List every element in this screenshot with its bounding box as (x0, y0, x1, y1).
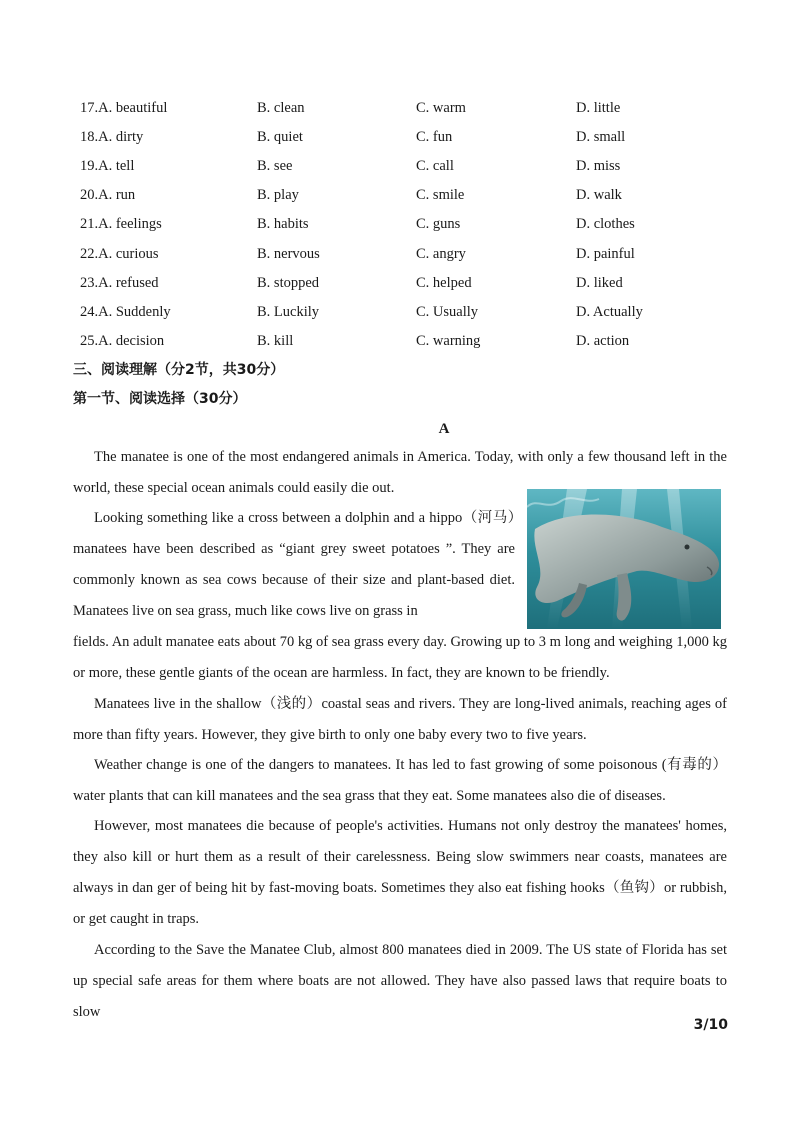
option-d: D. painful (576, 245, 635, 262)
section-title: 三、阅读理解（分2节，共30分） (73, 362, 285, 378)
option-c: C. angry (416, 245, 466, 262)
option-b: B. nervous (257, 245, 320, 262)
option-a: 21.A. feelings (80, 216, 162, 233)
page-number: 3/10 (693, 1017, 728, 1033)
option-c: C. Usually (416, 303, 479, 320)
paragraph-5: However, most manatees die because of people's activities. Humans not only destroy the manatees' homes, they also kill or hurt them as a result of their carelessness. Being slow swimmers near coasts, manatees are always in dan ger of being hit by fast-moving boats. Sometimes they also eat fishing hooks（鱼钩）or rubbish, or get caught in traps. (73, 818, 727, 927)
option-d: D. small (576, 129, 626, 146)
paragraph-2b: fields. An adult manatee eats about 70 kg of sea grass every day. Growing up to 3 m long and weighing 1,000 kg or more, these gentle giants of the ocean are harmless. In fact, they are known to be friendly. (73, 634, 727, 681)
paragraph-2a: Looking something like a cross between a dolphin and a hippo（河马）manatees have been described as “giant grey sweet potatoes ”. They are commonly known as sea cows because of their size and plant-based diet. Manatees live on sea grass, much like cows live on grass in (73, 510, 515, 619)
paragraph-1: The manatee is one of the most endangered animals in America. Today, with only a few thousand left in the world, these special ocean animals could easily die out. (73, 449, 727, 496)
option-a: 17.A. beautiful (80, 100, 168, 116)
option-a: 22.A. curious (80, 245, 159, 262)
option-b: B. clean (257, 100, 305, 116)
option-b: B. see (257, 158, 293, 175)
option-c: C. helped (416, 274, 472, 291)
paragraph-4: Weather change is one of the dangers to manatees. It has led to fast growing of some poisonous (有毒的）water plants that can kill manatees and the sea grass that they eat. Some manatees also die of diseases. (73, 757, 727, 804)
subsection-title: 第一节、阅读选择（30分） (73, 391, 247, 407)
passage-title: A (438, 421, 450, 437)
option-b: B. Luckily (257, 303, 320, 320)
option-c: C. fun (416, 129, 453, 146)
option-b: B. play (257, 187, 299, 204)
option-a: 25.A. decision (80, 332, 165, 349)
option-d: D. clothes (576, 216, 635, 233)
option-b: B. habits (257, 216, 309, 233)
option-d: D. walk (576, 187, 622, 204)
option-c: C. warning (416, 332, 481, 349)
option-d: D. Actually (576, 303, 643, 320)
option-a: 18.A. dirty (80, 129, 144, 146)
option-a: 20.A. run (80, 187, 136, 204)
option-b: B. quiet (257, 129, 303, 146)
option-b: B. stopped (257, 274, 320, 291)
option-b: B. kill (257, 332, 294, 349)
option-c: C. smile (416, 187, 465, 204)
option-c: C. warm (416, 100, 466, 116)
option-a: 24.A. Suddenly (80, 303, 171, 320)
option-a: 23.A. refused (80, 274, 159, 291)
option-d: D. little (576, 100, 621, 116)
option-d: D. miss (576, 158, 621, 175)
option-a: 19.A. tell (80, 158, 135, 175)
option-c: C. call (416, 158, 454, 175)
paragraph-6: According to the Save the Manatee Club, almost 800 manatees died in 2009. The US state of Florida has set up special safe areas for them where boats are not allowed. They have also passed laws that require boats to slow (73, 942, 727, 1020)
option-d: D. liked (576, 274, 623, 291)
option-d: D. action (576, 332, 630, 349)
paragraph-3: Manatees live in the shallow（浅的）coastal seas and rivers. They are long-lived animals, reaching ages of more than fifty years. However, they give birth to only one baby every two to five years. (73, 696, 727, 743)
manatee-photo (527, 489, 721, 629)
option-c: C. guns (416, 216, 461, 233)
